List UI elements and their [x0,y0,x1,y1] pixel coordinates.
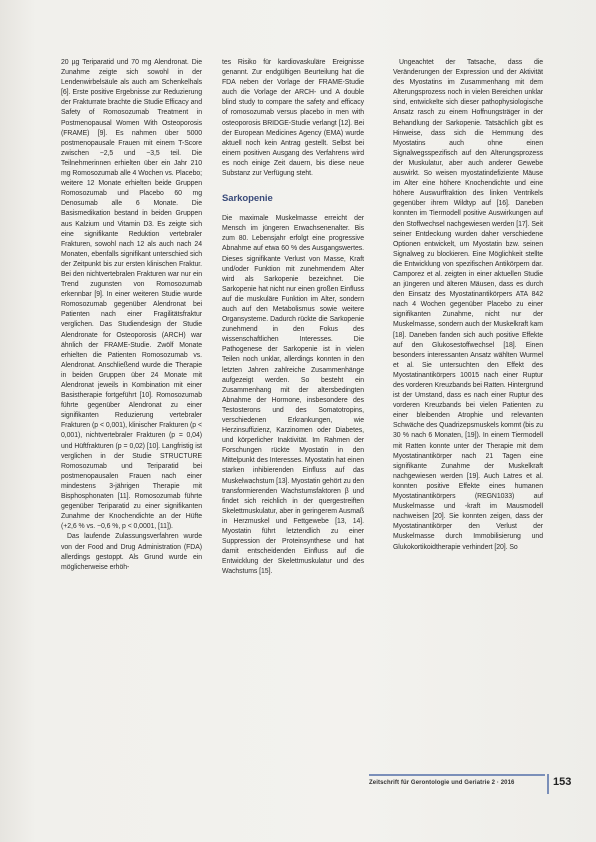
text-column-middle [222,58,364,578]
footer-rule [369,774,545,776]
section-heading: Sarkopenie [222,193,273,205]
text-column-right [393,58,543,553]
paragraph: Das laufende Zulassungsverfahren wurde von der Food and Drug Administration (FDA) allerdings gestoppt. Als Grund wurde ein möglicherweise erhöh- [61,533,202,571]
paragraph: 20 µg Teriparatid und 70 mg Alendronat. Die Zunahme zeigte sich sowohl in der Lendenwirbelsäule als auch am Schenkelhals [6]. Erste positive Ergebnisse zur Reduzierung der Frakturrate brachte die Studie Efficacy and Safety of Romosozumab Treatment in Postmenopausal Women With Osteoporosis (FRAME) [9]. Es nahmen über 5000 postmenopausale Frauen mit einem T-Score zwischen −2,5 und −3,5 teil. Die Teilnehmerinnen erhielten über ein Jahr 210 mg Romosozumab alle 4 Wochen vs. Placebo; weitere 12 Monate erhielten beide Gruppen Romosozumab und Placebo 60 mg Denosumab alle 6 Monate. Die Basismedikation bestand in beiden Gruppen aus Kalzium und Vitamin D3. Es zeigte sich eine signifikante Reduktion vertebraler Frakturen, sowohl nach 12 als auch nach 24 Monaten, ebenfalls signifikant unterschied sich der Zeitpunkt bis zur ersten klinischen Fraktur. Bei den nichtvertebralen Frakturen war nur ein Trend zugunsten von Romosozumab erkennbar [9]. In einer weiteren Studie wurde Romosozumab gegenüber Alendronat bei Patienten nach einer Fragilitätsfraktur verglichen. Das Studiendesign der Studie Alendronate for Osteoporosis (ARCH) war ähnlich der FRAME-Studie. Zwölf Monate erhielten die Patienten Romosozumab vs. Alendronat. Anschließend wurde die Therapie in beiden Gruppen über 24 Monate mit Alendronat jeweils in Kombination mit einer Basistherapie fortgeführt [10]. Romosozumab führte gegenüber Alendronat zu einer signifikanten Reduzierung vertebraler Frakturen (p < 0,001), klinischer Frakturen (p < 0,001), nichtvertebraler Frakturen (p = 0,04) und Hüftfrakturen (p = 0,02) [10]. Langfristig ist verglichen in der Studie STRUCTURE Romosozumab und Teriparatid bei postmenopausalen Frauen nach einer mindestens 3-jährigen Therapie mit Bisphosphonaten [11]. Romosozumab führte gegenüber Teriparatid zu einer signifikanten Zunahme der Knochendichte an der Hüfte (+2,6 % vs. −0,6 %, p < 0,0001, [11]). [61,59,202,531]
paragraph: tes Risiko für kardiovaskuläre Ereignisse genannt. Zur endgültigen Beurteilung hat die FDA neben der Vorlage der FRAME-Studie auch die Vorlage der ARCH- und A double blind study to compare the safety and efficacy of romosozumab versus placebo in men with osteoporosis BRIDGE-Studie verlangt [12]. Bei der European Medicines Agency (EMA) wurde aktuell noch kein Antrag gestellt. Selbst bei einem positiven Ausgang des Verfahrens wird es noch einige Zeit dauern, bis diese neue Substanz zur Verfügung steht. [222,59,364,178]
journal-citation: Zeitschrift für Gerontologie und Geriatrie 2 · 2016 [369,780,515,786]
footer-divider [547,774,549,794]
paragraph: Die maximale Muskelmasse erreicht der Mensch im jüngeren Erwachsenenalter. Bis zum 80. Lebensjahr erfolgt eine progressive Abnahme auf etwa 60 % des Ausgangswertes. Dieses signifikante Verlust von Masse, Kraft und/oder Funktion mit zunehmendem Alter wird als Sarkopenie bezeichnet. Die Sarkopenie hat nicht nur einen großen Einfluss auf die muskuläre Funktion im Alter, sondern auch auf den Metabolismus sowie weitere Organsysteme. Dadurch rückte die Sarkopenie zunehmend in den Fokus des wissenschaftlichen Interesses. Die Pathogenese der Sarkopenie ist in vielen Teilen noch unklar, allerdings konnten in den letzten Jahren zahlreiche Zusammenhänge aufgezeigt werden. So besteht ein Zusammenhang mit der altersbedingten Abnahme der Hormone, insbesondere des Testosterons und des Somatotropins, verschiedenen Erkrankungen, wie Herzinsuffizienz, Karzinomen oder Diabetes, und körperlicher Inaktivität. Im Rahmen der Forschungen rückte Myostatin in den Mittelpunkt des Interesses. Myostatin hat einen starken inhibierenden Einfluss auf das Muskelwachstum [13]. Myostatin gehört zu den transformierenden Wachstumsfaktoren β und findet sich reichlich in der quergestreiften Skelettmuskulatur, aber in geringerem Ausmaß in Herzmuskel und Fettgewebe [13, 14]. Myostatin führt letztendlich zu einer Suppression der Proteinsynthese und hat damit entscheidenden Einfluss auf die Entwicklung der Skelettmuskulatur und des Wachstums [15]. [222,215,364,576]
text-column-left [61,58,202,573]
page-number: 153 [553,776,572,788]
paragraph: Ungeachtet der Tatsache, dass die Veränderungen der Expression und der Aktivität des Myostatins im Zusammenhang mit dem Alterungsprozess noch in vielen Bereichen unklar sind, entwickelte sich dieser pathophysiologische Ansatz rasch zu einem Hoffnungsträger in der Behandlung der Sarkopenie. Tatsächlich gibt es Hinweise, dass sich die Hemmung des Myostatins auch ohne einen Signalwegsspezifisch auf den Alterungsprozess der Muskulatur, aber auch anderer Gewebe auswirkt. So weisen myostatindefiziente Mäuse im Alter eine höhere Knochendichte und eine höhere Auswurffraktion des linken Ventrikels gegenüber ihrem Wildtyp auf [16]. Daneben konnten im Tiermodell positive Auswirkungen auf den Stoffwechsel nachgewiesen werden [17]. Seit seiner Entdeckung wurden daher verschiedene Optionen entwickelt, um Myostatin bzw. seinen Signalweg zu blockieren. Eine Möglichkeit stellte die Entwicklung von spezifischen Antikörpern dar. Camporez et al. zeigten in einer aktuellen Studie an jüngeren und älteren Mäusen, dass es durch den Einsatz des Myostatinantikörpers ATA 842 nach 4 Wochen gegenüber Placebo zu einer signifikanten Zunahme, nicht nur der Muskelmasse, sondern auch der Muskelkraft kam [18]. Daneben fanden sich auch positive Effekte auf den Glukosestoffwechsel [18]. Einen besonders interessanten Ansatz wählten Wurmel et al. Sie untersuchten den Effekt des Myostatinantikörpers 10015 nach einer Ruptur des vorderen Kreuzbands bei Ratten. Hintergrund ist der Umstand, dass es nach einer Ruptur des vorderen Kreuzbands bei vielen Patienten zu einer bleibenden Atrophie und relevanten Schwäche des Quadrizepsmuskels kommt (bis zu 30 % nach 6 Monaten, [19]). In einem Tiermodell mit Ratten konnte unter der Therapie mit dem Myostatinantikörper nach 21 Tagen eine signifikante Zunahme der Muskelkraft nachgewiesen werden [19]. Auch Latres et al. konnten positive Effekte eines humanen Myostatinantikörpers (REGN1033) auf Muskelmasse und -kraft im Mausmodell nachweisen [20]. Sie konnten zeigen, dass der Myostatinantikörper den Verlust der Muskelmasse durch Immobilisierung und Glukokortikoidtherapie verhindert [20]. So [393,59,543,551]
page-footer [369,774,572,796]
